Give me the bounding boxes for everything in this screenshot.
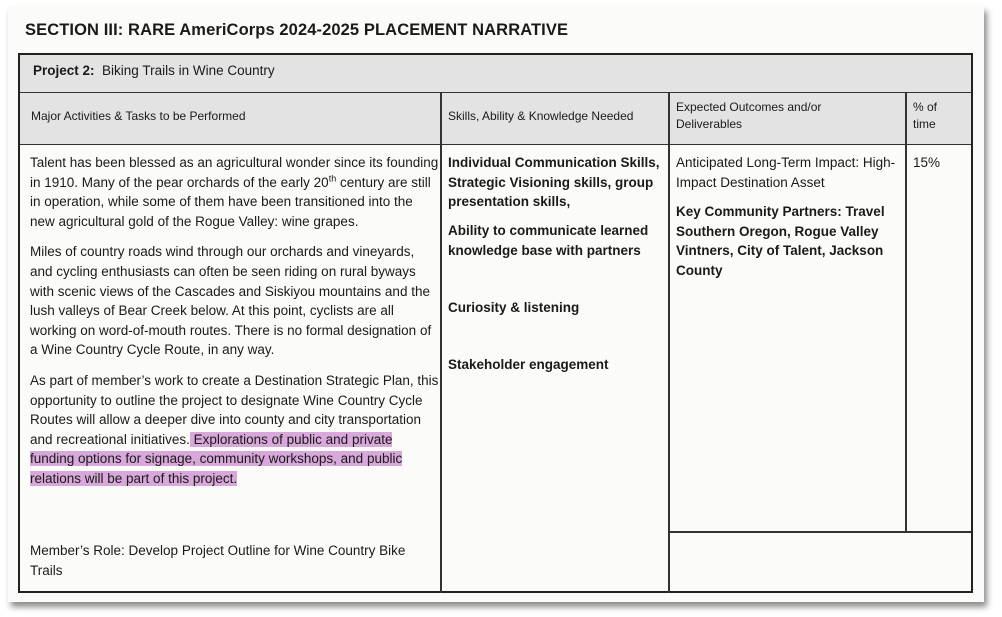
activities-paragraph-1 xyxy=(30,153,440,231)
activities-cell xyxy=(30,153,440,500)
header-row xyxy=(20,93,971,145)
skill-communication: Individual Communication Skills, Strategic Visioning skills, group presentation skills, xyxy=(448,155,660,210)
document-page xyxy=(8,6,984,602)
skill-curiosity: Curiosity & listening xyxy=(448,300,580,315)
row-divider-bottom xyxy=(668,531,971,533)
project-title xyxy=(33,63,275,78)
project-name: Biking Trails in Wine Country xyxy=(102,63,275,78)
header-outcomes: Expected Outcomes and/or Deliverables xyxy=(676,100,822,131)
highlighted-text: Explorations of public and private funding options for signage, community workshops, and public relations will be part of this project. xyxy=(30,431,403,486)
activities-paragraph-3 xyxy=(30,371,440,489)
header-skills: Skills, Ability & Knowledge Needed xyxy=(448,109,634,123)
header-activities: Major Activities & Tasks to be Performed xyxy=(31,109,246,123)
member-role: Member’s Role: Develop Project Outline for Wine Country Bike Trails xyxy=(30,543,406,578)
activities-p1-rest: century are still in operation, while some of them have been transitioned into the new agricultural gold of the Rogue Valley: wine grapes. xyxy=(30,174,431,229)
placement-table xyxy=(18,53,973,593)
time-percent: 15% xyxy=(913,155,941,170)
activities-p1-text: Talent has been blessed as an agricultural wonder since its founding in 1910. Many of the pear orchards of the early 20 xyxy=(30,155,439,190)
column-divider-1 xyxy=(440,93,442,593)
skill-knowledge-sharing: Ability to communicate learned knowledge base with partners xyxy=(448,223,649,258)
activities-p1-sup: th xyxy=(328,173,337,184)
outcome-partners: Key Community Partners: Travel Southern Oregon, Rogue Valley Vintners, City of Talent, Jackson County xyxy=(676,204,885,278)
activities-paragraph-2: Miles of country roads wind through our orchards and vineyards, and cycling enthusiasts can often be seen riding on rural byways with scenic views of the Cascades and Siskiyou mountains and the lush valleys of Bear Creek below. At this point, cyclists are all working on word-of-mouth routes. There is no formal designation of a Wine Country Cycle Route, in any way. xyxy=(30,244,432,358)
activities-p3-text: As part of member’s work to create a Destination Strategic Plan, this opportunity to outline the project to designate Wine Country Cycle Routes will allow a deeper dive into county and city transportation and recreational initiatives. xyxy=(30,372,439,447)
section-title: SECTION III: RARE AmeriCorps 2024-2025 PLACEMENT NARRATIVE xyxy=(25,21,569,39)
outcome-impact: Anticipated Long-Term Impact: High-Impact Destination Asset xyxy=(676,155,896,190)
skill-stakeholder: Stakeholder engagement xyxy=(448,357,609,372)
project-row xyxy=(20,55,971,93)
project-label: Project 2: xyxy=(33,63,95,78)
header-time: % of time xyxy=(913,100,938,131)
outcomes-cell xyxy=(676,153,901,292)
column-divider-3 xyxy=(905,93,907,531)
